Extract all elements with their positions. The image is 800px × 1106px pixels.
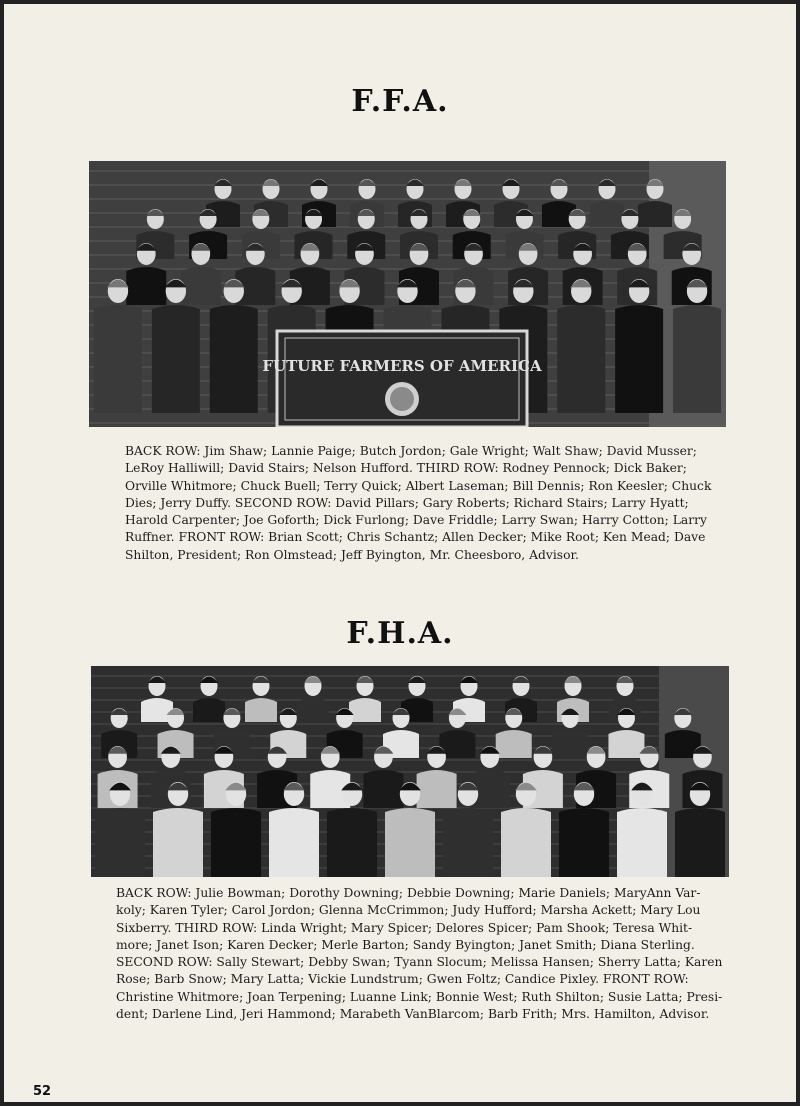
caption-line: Harold Carpenter; Joe Goforth; Dick Furlong; Dave Friddle; Larry Swan; Harry Cotton; Larry [125, 513, 707, 528]
ffa-photo-art [89, 161, 726, 427]
ffa-banner-text: FUTURE FARMERS OF AMERICA [262, 357, 542, 375]
caption-line: LeRoy Halliwill; David Stairs; Nelson Hufford. THIRD ROW: Rodney Pennock; Dick Baker; [125, 461, 687, 476]
caption-line: BACK ROW: Julie Bowman; Dorothy Downing; Debbie Downing; Marie Daniels; MaryAnn Var- [116, 886, 701, 900]
caption-line: koly; Karen Tyler; Carol Jordon; Glenna McCrimmon; Judy Hufford; Marsha Ackett; Mary Lou [116, 903, 701, 918]
fha-photo-art [91, 666, 729, 877]
yearbook-page [4, 4, 796, 1102]
fha-group-photo [91, 666, 729, 877]
fha-caption [116, 885, 723, 1023]
caption-line: Rose; Barb Snow; Mary Latta; Vickie Lundstrum; Gwen Foltz; Candice Pixley. FRONT ROW: [116, 972, 689, 987]
caption-line: Shilton, President; Ron Olmstead; Jeff Byington, Mr. Cheesboro, Advisor. [125, 547, 579, 562]
page-number: 52 [33, 1084, 52, 1099]
caption-line: more; Janet Ison; Karen Decker; Merle Barton; Sandy Byington; Janet Smith; Diana Sterling. [116, 937, 695, 952]
caption-line: Sixberry. THIRD ROW: Linda Wright; Mary Spicer; Delores Spicer; Pam Shook; Teresa Whit- [116, 920, 693, 935]
caption-line: Christine Whitmore; Joan Terpening; Luanne Link; Bonnie West; Ruth Shilton; Susie Latta; Presi- [116, 989, 723, 1004]
caption-line: dent; Darlene Lind, Jeri Hammond; Marabeth VanBlarcom; Barb Frith; Mrs. Hamilton, Advisor. [116, 1007, 710, 1022]
caption-line: BACK ROW: Jim Shaw; Lannie Paige; Butch Jordon; Gale Wright; Walt Shaw; David Musser; [125, 444, 697, 458]
ffa-group-photo [89, 161, 726, 427]
caption-line: Dies; Jerry Duffy. SECOND ROW: David Pillars; Gary Roberts; Richard Stairs; Larry Hyatt; [125, 495, 689, 510]
ffa-banner [262, 331, 542, 427]
caption-line: Ruffner. FRONT ROW: Brian Scott; Chris Schantz; Allen Decker; Mike Root; Ken Mead; Dave [125, 530, 706, 545]
fha-heading: F.H.A. [346, 616, 454, 651]
ffa-caption [125, 443, 712, 564]
ffa-heading: F.F.A. [351, 84, 449, 119]
caption-line: SECOND ROW: Sally Stewart; Debby Swan; Tyann Slocum; Melissa Hansen; Sherry Latta; Karen [116, 955, 723, 970]
caption-line: Orville Whitmore; Chuck Buell; Terry Quick; Albert Laseman; Bill Dennis; Ron Keesler; Chuck [125, 478, 712, 493]
